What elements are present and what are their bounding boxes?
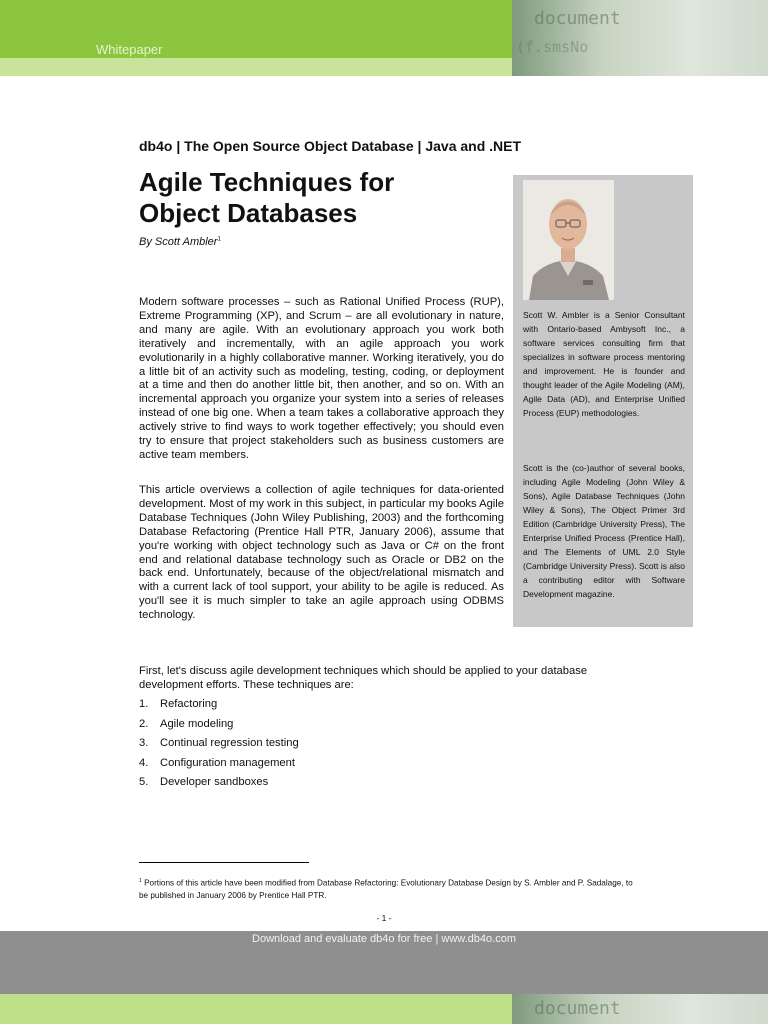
list-item-label: Developer sandboxes [160, 776, 269, 788]
footnote-text: Portions of this article have been modified from Database Refactoring: Evolutionary Database Design by S. Ambler and P. Sadalage, to be published in January 2006 by Prentice Hall PTR. [139, 878, 633, 900]
list-item-label: Configuration management [160, 756, 295, 769]
intro-paragraph: Modern software processes – such as Rational Unified Process (RUP), Extreme Programming (XP), and Scrum – are all evolutionary in nature, and many are agile. With an evolutionary approach you work both iteratively and incrementally, with an agile approach you work evolutionarily in a highly collaborative manner. Working iteratively, you do a little bit of an activity such as modeling, testing, coding, or deployment at a time and then do another little bit, then another, and so on. With an incremental approach you organize your system into a series of releases instead of one big one. When a team takes a collaborative approach they actively strive to find ways to work together effectively; you should even try to ensure that project stakeholders such as business customers are active team members. [139, 296, 504, 461]
footnote [139, 875, 639, 902]
list-item [139, 736, 299, 756]
author-bio-2: Scott is the (co-)author of several books, including Agile Modeling (John Wiley & Sons), Agile Database Techniques (John Wiley & Sons), The Object Primer 3rd Edition (Cambridge University Press), The Enterprise Unified Process (Prentice Hall), and The Elements of UML 2.0 Style (Cambridge University Press). Scott is also a contributing editor with Software Development magazine. [523, 463, 685, 599]
author-bio-1: Scott W. Ambler is a Senior Consultant with Ontario-based Ambysoft Inc., a software services consulting firm that specializes in software process mentoring and improvement. He is founder and thought leader of the Agile Modeling (AM), Agile Data (AD), and Enterprise Unified Process (EUP) methodologies. [523, 310, 685, 418]
list-item [139, 717, 299, 737]
list-item-number: 5. [139, 776, 149, 788]
list-item-label: Continual regression testing [160, 737, 299, 749]
byline [139, 236, 221, 248]
title-line-1: Agile Techniques for [139, 167, 395, 197]
header-art-text-1: document [534, 8, 621, 29]
overview-paragraph: This article overviews a collection of agile techniques for data-oriented development. Most of my work in this subject, in particular my books Agile Database Techniques (John Wiley Publishing, 2003) and the forthcoming Database Refactoring (Prentice Hall PTR, January 2006), assume that you're working with object technology such as Java or C# on the front end and relational database technology such as Oracle or DB2 on the back end. Unfortunately, because of the object/relational mismatch and with a current lack of tool support, your ability to be agile is reduced. As you'll see it is much simpler to take an agile approach using ODBMS technology. [139, 484, 504, 622]
list-item [139, 756, 299, 776]
list-item-number: 3. [139, 737, 149, 749]
list-item-number: 1. [139, 698, 149, 710]
footer-download-link[interactable]: Download and evaluate db4o for free | www.db4o.com [252, 933, 516, 945]
list-item-number: 2. [139, 717, 149, 730]
byline-footnote-mark[interactable]: 1 [217, 236, 221, 243]
document-subtitle: db4o | The Open Source Object Database | Java and .NET [139, 138, 522, 154]
author-sidebar [513, 175, 693, 627]
list-item [139, 697, 299, 717]
page-number: - 1 - [376, 913, 392, 923]
footnote-divider [139, 862, 309, 863]
techniques-intro: First, let's discuss agile development techniques which should be applied to your database development efforts. These techniques are: [139, 665, 588, 691]
list-item-label: Refactoring [160, 698, 218, 710]
header-label: Whitepaper [96, 42, 163, 57]
footnote-mark: 1 [139, 878, 142, 884]
byline-text: By Scott Ambler [139, 236, 218, 248]
header-art-text-2: (f.smsNo [516, 38, 589, 56]
author-portrait-image [523, 180, 614, 300]
list-item-number: 4. [139, 756, 149, 769]
techniques-list [139, 697, 299, 795]
footer-art-text: document [534, 998, 621, 1019]
list-item [139, 775, 299, 795]
footer-decorative-image [512, 994, 768, 1024]
title-line-2: Object Databases [139, 198, 358, 228]
header-decorative-image [512, 0, 768, 76]
document-title [139, 167, 394, 229]
author-photo [523, 180, 614, 300]
list-item-label: Agile modeling [160, 717, 234, 730]
